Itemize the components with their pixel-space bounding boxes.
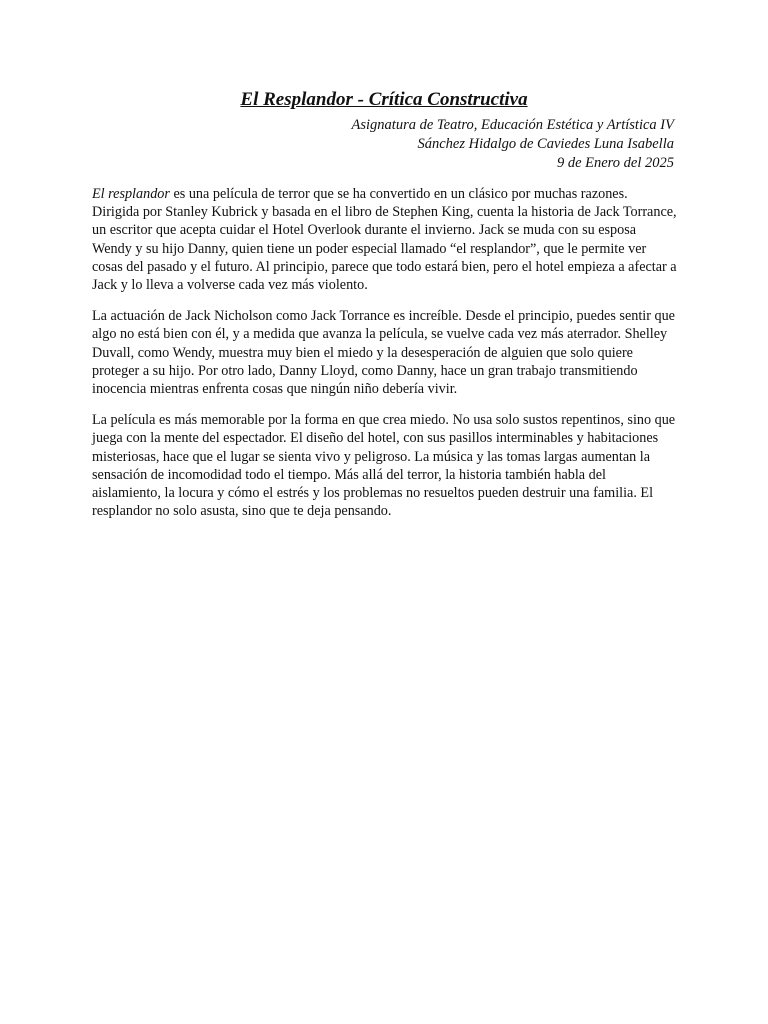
document-body [92,185,678,533]
date-line: 9 de Enero del 2025 [556,155,674,171]
film-title-italic: El resplandor [92,186,170,202]
paragraph-2: La actuación de Jack Nicholson como Jack Torrance es increíble. Desde el principio, puedes sentir que algo no está bien con él, y a medida que avanza la película, se vuelve cada vez más aterrador. Shelley Duvall, como Wendy, muestra muy bien el miedo y la desesperación de alguien que solo quiere proteger a su hijo. Por otro lado, Danny Lloyd, como Danny, hace un gran trabajo transmitiendo inocencia mientras enfrenta cosas que ningún niño debería vivir. [92,308,675,398]
document-meta [352,116,674,173]
course-line: Asignatura de Teatro, Educación Estética y Artística IV [351,117,674,133]
paragraph-1 [92,185,678,294]
author-line: Sánchez Hidalgo de Caviedes Luna Isabella [417,136,674,152]
paragraph-1-text: es una película de terror que se ha convertido en un clásico por muchas razones. Dirigida por Stanley Kubrick y basada en el libro de Stephen King, cuenta la historia de Jack Torrance, un escritor que acepta cuidar el Hotel Overlook durante el invierno. Jack se muda con su esposa Wendy y su hijo Danny, quien tiene un poder especial llamado “el resplandor”, que le permite ver cosas del pasado y el futuro. Al principio, parece que todo estará bien, pero el hotel empieza a afectar a Jack y lo lleva a volverse cada vez más violento. [92,186,677,294]
paragraph-3: La película es más memorable por la forma en que crea miedo. No usa solo sustos repentinos, sino que juega con la mente del espectador. El diseño del hotel, con sus pasillos interminables y habitaciones misteriosas, hace que el lugar se sienta vivo y peligroso. La música y las tomas largas aumentan la sensación de incomodidad todo el tiempo. Más allá del terror, la historia también habla del aislamiento, la locura y cómo el estrés y los problemas no resueltos pueden destruir una familia. El resplandor no solo asusta, sino que te deja pensando. [92,412,676,520]
document-title: El Resplandor - Crítica Constructiva [240,89,528,110]
